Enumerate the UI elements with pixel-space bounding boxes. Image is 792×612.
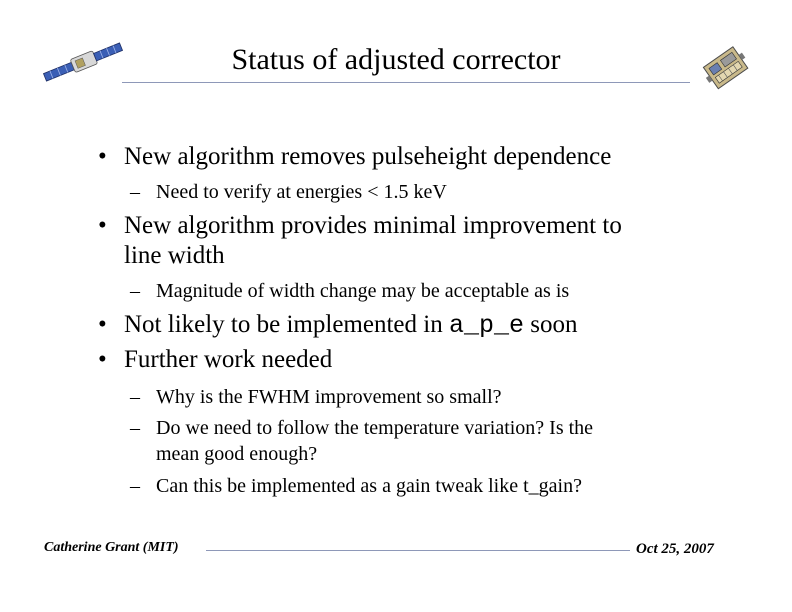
- subbullet-text: Magnitude of width change may be acceptable as is: [156, 280, 570, 302]
- footer-divider: [206, 550, 630, 551]
- bullet-glyph: •: [98, 346, 107, 373]
- subbullet-text: Why is the FWHM improvement so small?: [156, 386, 502, 408]
- subbullet-text: Need to verify at energies < 1.5 keV: [156, 181, 447, 203]
- dash-glyph: –: [130, 386, 140, 408]
- code-identifier: a_p_e: [448, 311, 524, 340]
- subbullet-text: Do we need to follow the temperature variation? Is the: [156, 417, 594, 439]
- bullet-text-line1: New algorithm provides minimal improvement to: [124, 212, 622, 239]
- subbullet-text: Can this be implemented as a gain tweak like t_gain?: [156, 475, 582, 497]
- bullet-text: [124, 310, 704, 341]
- bullet-text-before: Not likely to be implemented in: [124, 311, 449, 338]
- subbullet-text-line2: mean good enough?: [156, 443, 318, 465]
- bullet-text-line2: line width: [124, 242, 225, 269]
- slide-title: Status of adjusted corrector: [231, 43, 561, 76]
- dash-glyph: –: [130, 417, 140, 439]
- bullet-text: New algorithm removes pulseheight dependence: [124, 143, 612, 170]
- footer-author: Catherine Grant (MIT): [44, 540, 179, 555]
- dash-glyph: –: [130, 280, 140, 302]
- dash-glyph: –: [130, 475, 140, 497]
- dash-glyph: –: [130, 181, 140, 203]
- footer-date: Oct 25, 2007: [636, 541, 714, 557]
- bullet-glyph: •: [98, 311, 107, 338]
- bullet-text: Further work needed: [124, 346, 333, 373]
- bullet-glyph: •: [98, 143, 107, 170]
- bullet-text-after: soon: [523, 311, 578, 338]
- bullet-glyph: •: [98, 212, 107, 239]
